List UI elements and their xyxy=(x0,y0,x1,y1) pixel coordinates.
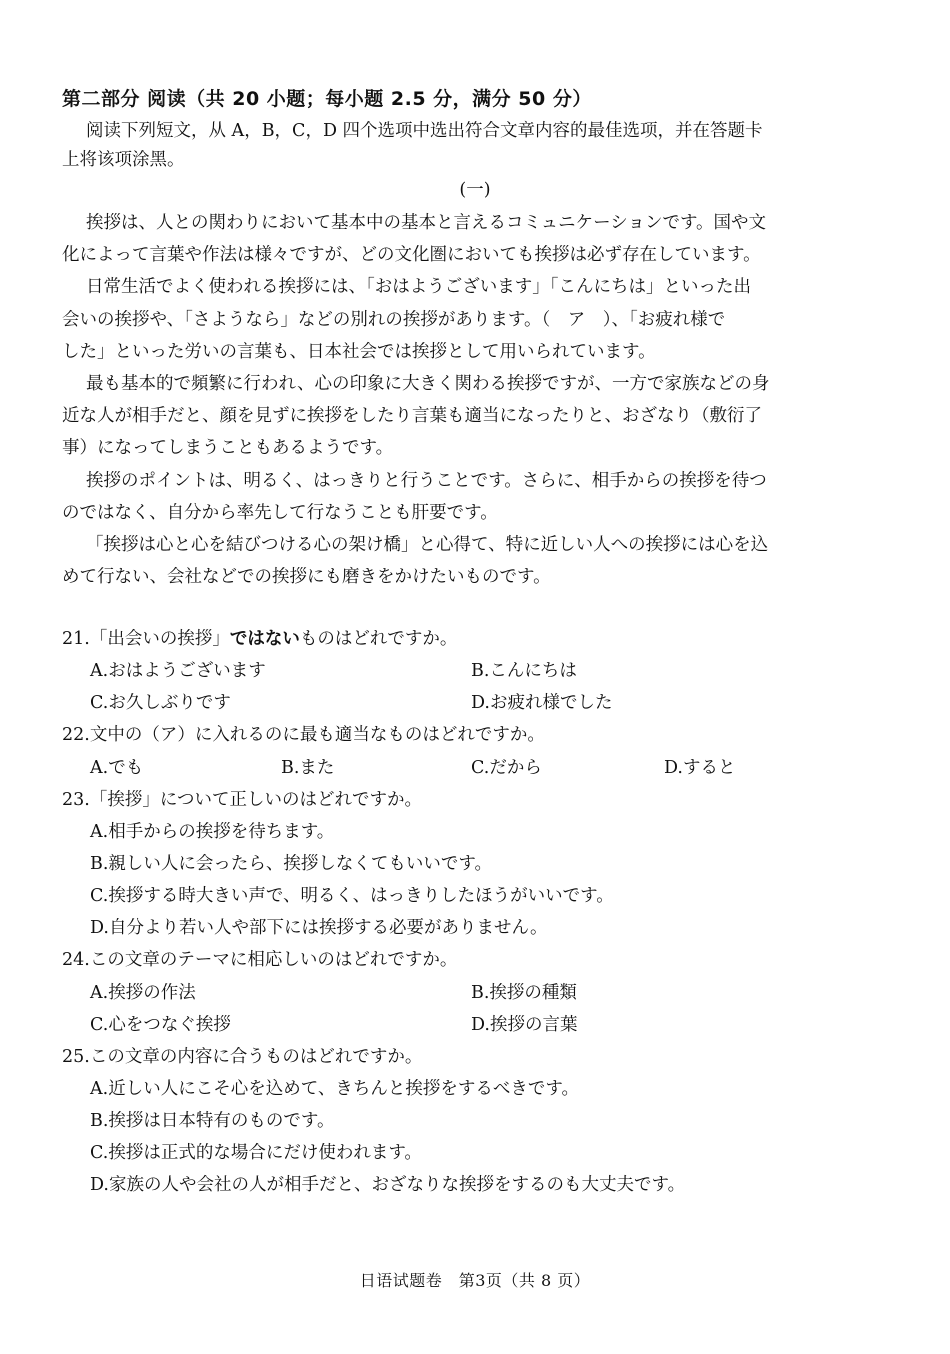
question-22-option-d[interactable]: D.すると xyxy=(664,758,736,778)
passage-line: 化によって言葉や作法は様々ですが、どの文化圏においても挨拶は必ず存在しています。 xyxy=(62,245,761,265)
page-footer: 日语试题卷 第3页（共 8 页） xyxy=(359,1271,591,1290)
question-21-option-b[interactable]: B.こんにちは xyxy=(471,661,577,681)
passage-line: 挨拶のポイントは、明るく、はっきりと行うことです。さらに、相手からの挨拶を待つ xyxy=(86,471,767,491)
question-22-option-b[interactable]: B.また xyxy=(281,758,335,778)
passage-line: 日常生活でよく使われる挨拶には、「おはようございます」「こんにちは」といった出 xyxy=(86,277,751,297)
question-22-option-c[interactable]: C.だから xyxy=(471,758,542,778)
question-25-stem: 25.この文章の内容に合うものはどれですか。 xyxy=(62,1047,423,1067)
question-21-stem-before: 21.「出会いの挨拶」 xyxy=(62,629,230,649)
question-24-option-a[interactable]: A.挨拶の作法 xyxy=(90,983,196,1003)
question-23-option-b[interactable]: B.親しい人に会ったら、挨拶しなくてもいいです。 xyxy=(90,854,493,874)
question-21-stem xyxy=(62,626,457,652)
passage-line: 会いの挨拶や、「さようなら」などの別れの挨拶があります。（ ア ）、「お疲れ様で xyxy=(62,310,726,330)
passage-line: のではなく、自分から率先して行なうことも肝要です。 xyxy=(62,503,498,523)
question-25-option-b[interactable]: B.挨拶は日本特有のものです。 xyxy=(90,1111,335,1131)
question-24-option-b[interactable]: B.挨拶の種類 xyxy=(471,983,577,1003)
instruction-line-1: 阅读下列短文，从 A，B，C，D 四个选项中选出符合文章内容的最佳选项，并在答题卡 xyxy=(86,121,763,141)
question-24-option-d[interactable]: D.挨拶の言葉 xyxy=(471,1015,578,1035)
question-25-option-c[interactable]: C.挨拶は正式的な場合にだけ使われます。 xyxy=(90,1143,422,1163)
question-25-option-d[interactable]: D.家族の人や会社の人が相手だと、おざなりな挨拶をするのも大丈夫です。 xyxy=(90,1175,686,1195)
question-24-stem: 24.この文章のテーマに相応しいのはどれですか。 xyxy=(62,950,458,970)
question-23-option-d[interactable]: D.自分より若い人や部下には挨拶する必要がありません。 xyxy=(90,918,548,938)
question-21-option-d[interactable]: D.お疲れ様でした xyxy=(471,693,613,713)
instruction-line-2: 上将该项涂黑。 xyxy=(62,150,185,170)
question-24-option-c[interactable]: C.心をつなぐ挨拶 xyxy=(90,1015,231,1035)
passage-line: めて行ない、会社などでの挨拶にも磨きをかけたいものです。 xyxy=(62,567,551,587)
question-23-option-a[interactable]: A.相手からの挨拶を待ちます。 xyxy=(90,822,335,842)
section-title: 第二部分 阅读（共 20 小题；每小题 2.5 分，满分 50 分） xyxy=(62,88,592,110)
question-25-option-a[interactable]: A.近しい人にこそ心を込めて、きちんと挨拶をするべきです。 xyxy=(90,1079,579,1099)
passage-line: 「挨拶は心と心を結びつける心の架け橋」と心得て、特に近しい人への挨拶には心を込 xyxy=(86,535,769,555)
passage-number: (一) xyxy=(459,180,491,200)
question-21-stem-emphasis: ではない xyxy=(229,629,300,649)
question-21-option-c[interactable]: C.お久しぶりです xyxy=(90,693,231,713)
question-22-stem: 22.文中の（ア）に入れるのに最も適当なものはどれですか。 xyxy=(62,725,545,745)
question-21-stem-after: ものはどれですか。 xyxy=(299,629,458,649)
passage-line: した」といった労いの言葉も、日本社会では挨拶として用いられています。 xyxy=(62,342,656,362)
passage-line: 最も基本的で頻繁に行われ、心の印象に大きく関わる挨拶ですが、一方で家族などの身 xyxy=(86,374,770,394)
question-23-option-c[interactable]: C.挨拶する時大きい声で、明るく、はっきりしたほうがいいです。 xyxy=(90,886,614,906)
question-23-stem: 23.「挨拶」について正しいのはどれですか。 xyxy=(62,790,422,810)
passage-line: 事）になってしまうこともあるようです。 xyxy=(62,438,394,458)
question-21-option-a[interactable]: A.おはようございます xyxy=(90,661,266,681)
question-22-option-a[interactable]: A.でも xyxy=(90,758,144,778)
passage-line: 挨拶は、人との関わりにおいて基本中の基本と言えるコミュニケーションです。国や文 xyxy=(86,213,767,233)
passage-line: 近な人が相手だと、顔を見ずに挨拶をしたり言葉も適当になったりと、おざなり（敷衍了 xyxy=(62,406,762,426)
